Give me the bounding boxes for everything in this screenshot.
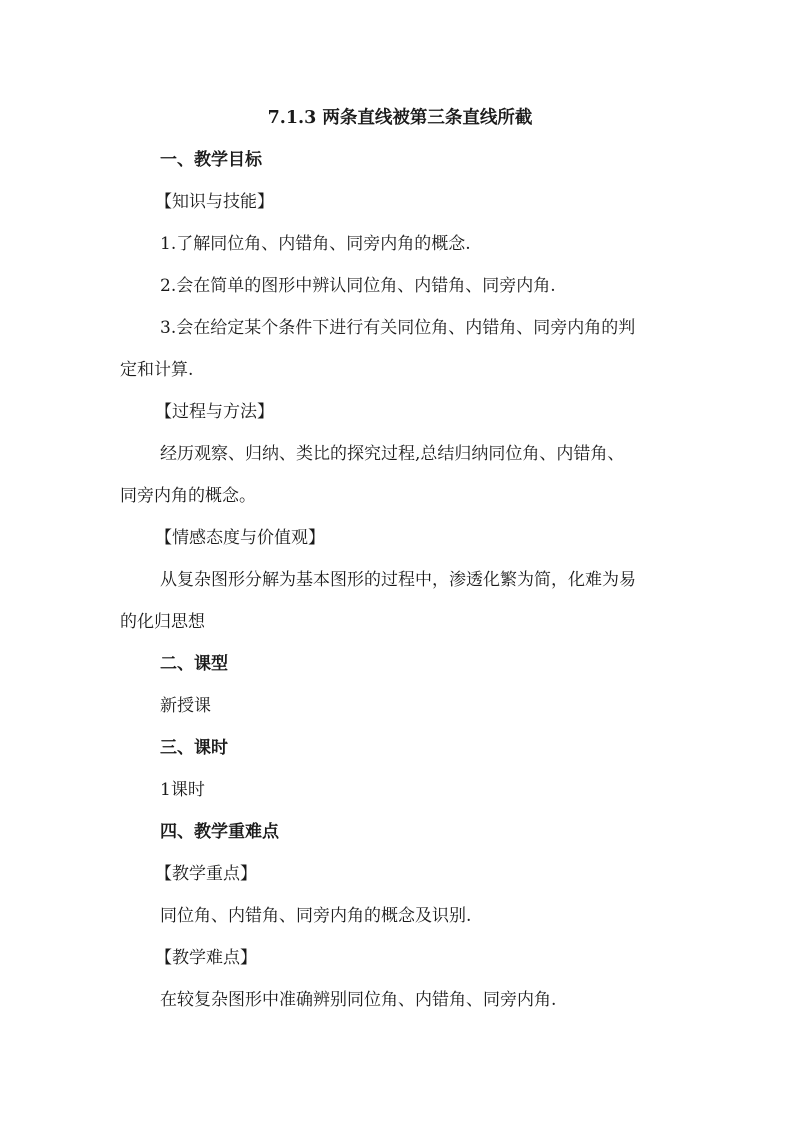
subsection-label-knowledge: 【知识与技能】	[155, 192, 274, 212]
page-title: 7.1.3 两条直线被第三条直线所截	[267, 108, 533, 128]
subsection-label-difficult: 【教学难点】	[155, 948, 257, 968]
subsection-label-process: 【过程与方法】	[155, 402, 274, 422]
difficult-point-text: 在较复杂图形中准确辨别同位角、内错角、同旁内角.	[160, 990, 557, 1010]
section-heading-key-points: 四、教学重难点	[160, 822, 279, 842]
knowledge-item: 3.会在给定某个条件下进行有关同位角、内错角、同旁内角的判	[160, 318, 636, 338]
knowledge-item-continuation: 定和计算.	[120, 360, 194, 380]
process-text-continuation: 同旁内角的概念。	[120, 486, 256, 506]
emotion-text: 从复杂图形分解为基本图形的过程中，渗透化繁为简，化难为易	[160, 570, 636, 590]
key-point-text: 同位角、内错角、同旁内角的概念及识别.	[160, 906, 472, 926]
subsection-label-key: 【教学重点】	[155, 864, 257, 884]
emotion-text-continuation: 的化归思想	[120, 612, 205, 632]
knowledge-item: 2.会在简单的图形中辨认同位角、内错角、同旁内角.	[160, 276, 556, 296]
subsection-label-emotion: 【情感态度与价值观】	[155, 528, 325, 548]
class-hours-text: 1课时	[160, 780, 205, 800]
knowledge-item: 1.了解同位角、内错角、同旁内角的概念.	[160, 234, 471, 254]
process-text: 经历观察、归纳、类比的探究过程,总结归纳同位角、内错角、	[160, 444, 625, 464]
lesson-type-text: 新授课	[160, 696, 211, 716]
section-heading-class-hours: 三、课时	[160, 738, 228, 758]
section-heading-lesson-type: 二、课型	[160, 654, 228, 674]
section-heading-objectives: 一、教学目标	[160, 150, 262, 170]
